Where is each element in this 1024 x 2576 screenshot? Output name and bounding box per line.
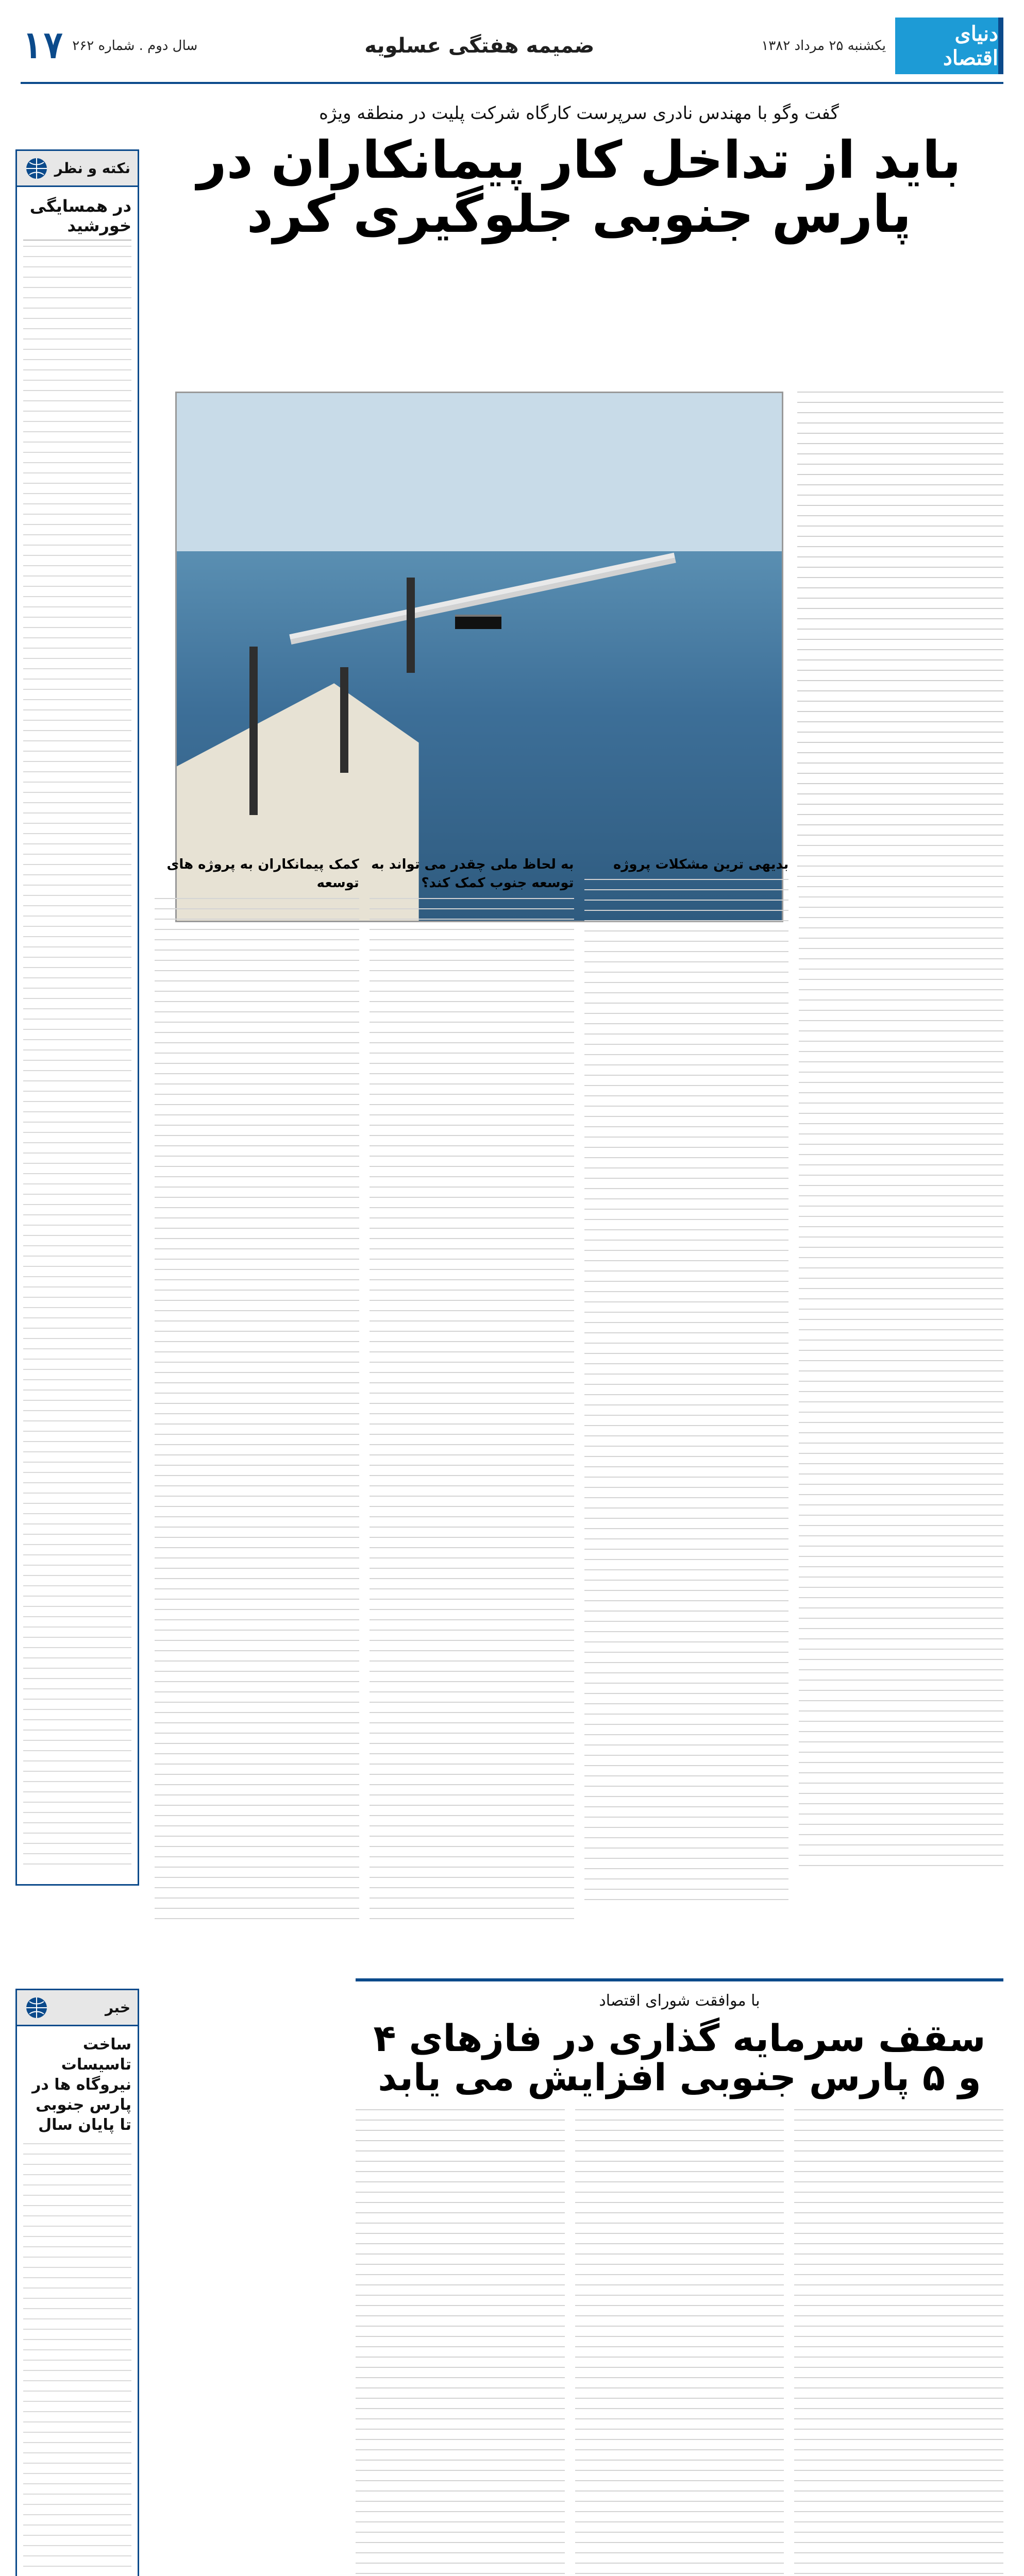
issue-date: یکشنبه ۲۵ مرداد ۱۳۸۲ xyxy=(761,38,886,54)
lower-headline: سقف سرمایه گذاری در فازهای ۴ و ۵ پارس جنوبی افزایش می یابد xyxy=(373,2016,986,2099)
column-3 xyxy=(584,845,789,1947)
opinion-column xyxy=(15,149,139,1886)
opinion-column-header xyxy=(17,151,138,187)
news-box xyxy=(15,1989,139,2576)
photo-barge xyxy=(455,615,501,629)
photo-pole xyxy=(407,578,415,672)
main-article xyxy=(155,103,1003,256)
column-text xyxy=(370,898,574,1928)
column-text xyxy=(155,898,359,1928)
subhead: کمک پیمانکاران به پروژه های توسعه xyxy=(166,857,359,891)
photo-pole xyxy=(340,667,348,773)
column-1 xyxy=(155,845,359,1947)
column-2 xyxy=(370,845,574,1947)
globe-icon xyxy=(24,156,49,181)
lower-text-block xyxy=(356,2109,565,2576)
main-kicker: گفت وگو با مهندس نادری سرپرست کارگاه شرکت پلیت در منطقه ویژه xyxy=(319,103,839,124)
lower-body xyxy=(356,2109,1003,2576)
article-columns xyxy=(155,845,1003,1947)
lower-text-block xyxy=(575,2109,784,2576)
photo-pole xyxy=(249,647,258,816)
lead-paragraph xyxy=(797,392,1003,922)
lead-text-block xyxy=(797,392,1003,896)
page-number: ۱۷ xyxy=(21,24,64,67)
lower-text-block xyxy=(794,2109,1003,2576)
lower-kicker: با موافقت شورای اقتصاد xyxy=(599,1992,760,2010)
column-text xyxy=(584,879,789,1909)
opinion-text-block xyxy=(23,246,131,1874)
subhead: بدیهی ترین مشکلات پروژه xyxy=(613,857,789,872)
news-label: خبر xyxy=(105,1999,130,2016)
newspaper-logo: دنیای اقتصاد xyxy=(895,18,1003,74)
masthead xyxy=(21,9,1003,84)
port-photo xyxy=(175,392,783,922)
lower-article xyxy=(356,1978,1003,2576)
opinion-title: در همسایگی خورشید xyxy=(23,196,131,241)
subhead: به لحاظ ملی چقدر می تواند به توسعه جنوب کمک کند؟ xyxy=(371,857,574,891)
globe-icon xyxy=(24,1995,49,2020)
news-headline: ساخت تاسیسات نیروگاه ها در پارس جنوبی تا پایان سال xyxy=(32,2036,131,2134)
issue-number: سال دوم . شماره ۲۶۲ xyxy=(72,38,198,54)
masthead-left xyxy=(21,25,197,67)
masthead-right xyxy=(761,18,1003,74)
news-box-header xyxy=(17,1990,138,2026)
news-text-block xyxy=(23,2143,131,2576)
section-title: ضمیمه هفتگی عسلویه xyxy=(364,33,595,58)
column-text xyxy=(799,845,1003,1875)
main-headline: باید از تداخل کار پیمانکاران در پارس جنوبی جلوگیری کرد xyxy=(197,130,961,244)
column-4 xyxy=(799,845,1003,1947)
column-label: نکته و نظر xyxy=(54,160,130,177)
